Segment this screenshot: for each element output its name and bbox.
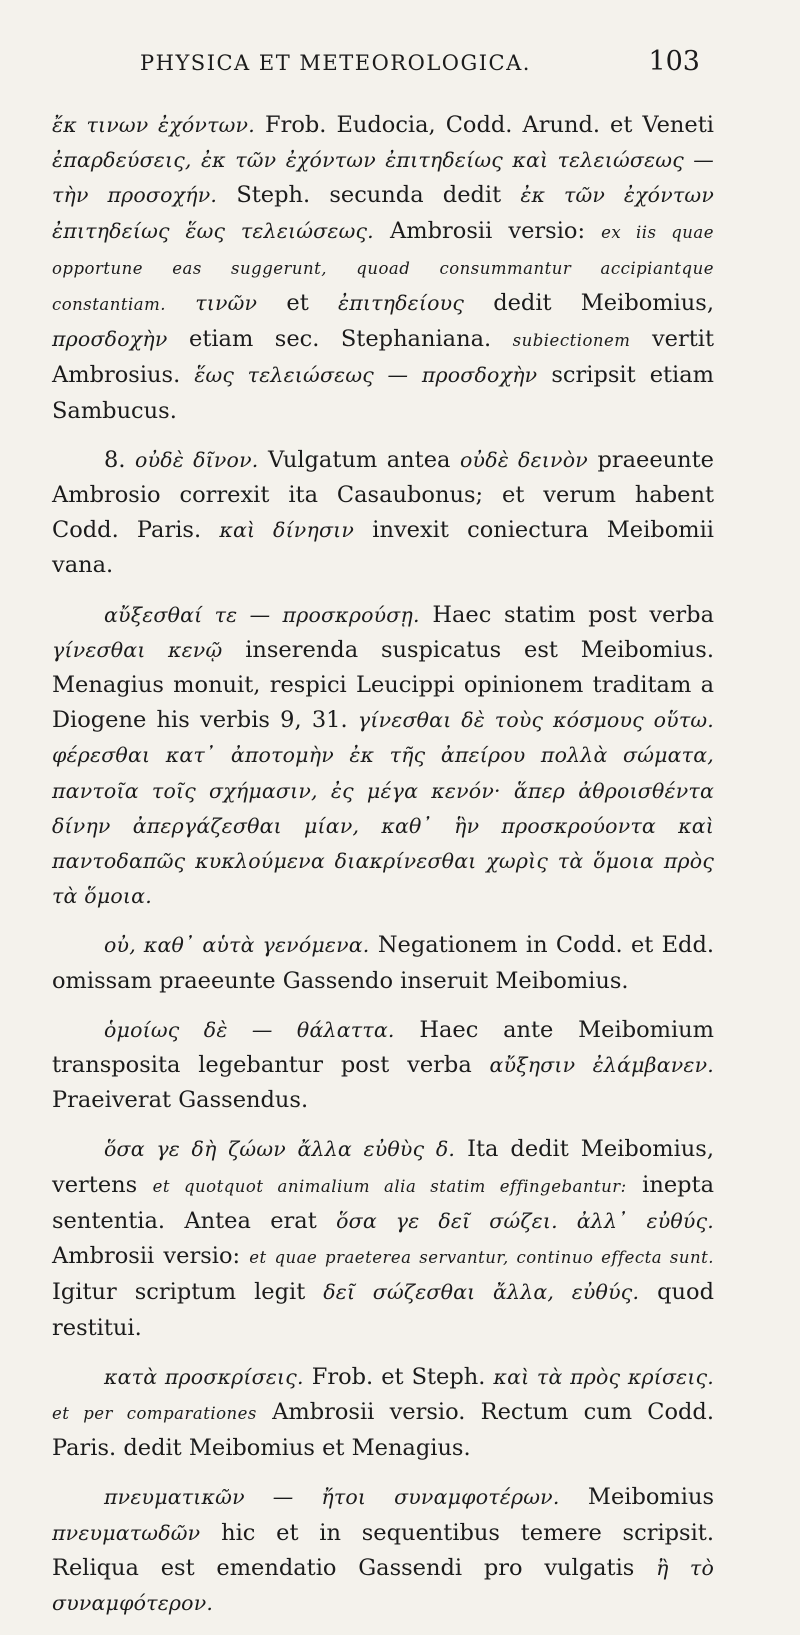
greek-text: ἐπιτηδείους [338,291,465,316]
greek-text: δεῖ σώζεσθαι ἄλλα, εὐθύς. [323,1280,640,1305]
greek-text: αὔξησιν ἐλάμβανεν. [489,1053,714,1078]
greek-text: ἢ τὸ συναμφότερον. [52,1555,714,1615]
latin-text: Frob. et Steph. [303,1363,494,1390]
latin-text: Haec statim post verba [419,601,714,628]
latin-text: inepta sententia. Antea erat [52,1171,714,1234]
latin-text: Praeiverat Gassendus. [52,1087,309,1114]
commentary-paragraph [52,928,714,998]
latin-text: Frob. Eudocia, Codd. Arund. et Veneti [254,112,714,138]
latin-text: Ambrosii versio: [373,217,602,244]
greek-text: ὁμοίως δὲ — θάλαττα. [104,1017,395,1042]
latin-text: Steph. secunda dedit [217,182,521,209]
greek-text: οὐδὲ δεινὸν [459,447,588,472]
italic-latin-text: subiectionem [512,331,631,351]
latin-text: Igitur scriptum legit [52,1279,324,1306]
greek-text: ὅσα γε δεῖ σώζει. ἀλλ᾽ εὐθύς. [336,1208,714,1233]
latin-text: Vulgatum antea [258,446,460,473]
greek-text: ἐκ τῶν ἐχόντων ἐπιτηδείως ἕως τελειώσεως. [52,183,714,243]
latin-text: 8. [104,446,136,473]
latin-text: praeeunte Ambrosio correxit ita Casaubonus; et verum habent Codd. Paris. [52,446,715,544]
latin-text: hic et in sequentibus temere scripsit. Reliqua est emendatio Gassendi pro vulgatis [52,1519,714,1581]
greek-text: αὔξεσθαί τε — προσκρούσῃ. [104,602,420,627]
latin-text: et [257,290,338,317]
latin-text: Meibomius [559,1484,714,1511]
commentary-paragraph [52,108,714,429]
greek-text: οὐδὲ δῖνον. [135,447,259,472]
latin-text [166,290,195,316]
greek-text: ἔκ τινων ἐχόντων. [52,113,255,137]
greek-text: κατὰ προσκρίσεις. [104,1364,304,1389]
greek-text: πνευματικῶν — ἤτοι συναμφοτέρων. [104,1485,560,1510]
commentary-paragraph [52,1480,714,1621]
greek-text: καὶ τὰ πρὸς κρίσεις. [493,1364,714,1389]
commentary-paragraph [52,1360,714,1467]
greek-text: γίνεσθαι δὲ τοὺς κόσμους οὕτω. φέρεσθαι κατ᾽ ἀποτομὴν ἐκ τῆς ἀπείρου πολλὰ σώματα, παντοῖα τοῖς σχήμασιν, ἐς μέγα κενόν· ἅπερ ἀθροισθέντα δίνην ἀπεργάζεσθαι μίαν, καθ᾽ ἣν προσκρούοντα καὶ παντοδαπῶς κυκλούμενα διακρίνεσθαι χωρὶς τὰ ὅμοια πρὸς τὰ ὅμοια. [52,708,714,909]
commentary-paragraph [52,598,714,915]
latin-text: Negationem in Codd. et Edd. omissam praeeunte Gassendo inseruit Meibomius. [52,932,714,994]
greek-text: γίνεσθαι κενῷ [52,637,223,662]
greek-text: ἕως τελειώσεως — προσδοχὴν [194,363,538,388]
greek-text: ἐπαρδεύσεις, ἐκ τῶν ἐχόντων ἐπιτηδείως καὶ τελειώσεως — τὴν προσοχήν. [52,148,714,208]
commentary-paragraph [52,1132,714,1345]
latin-text: dedit Meibomius, [464,290,714,317]
greek-text: καὶ δίνησιν [219,518,355,543]
latin-text: Haec ante Meibomium transposita legebantur post verba [52,1016,715,1079]
latin-text: invexit coniectura Meibomii vana. [52,517,714,579]
latin-text: Ambrosii versio: [52,1243,250,1270]
page-header [140,46,700,86]
greek-text: ὅσα γε δὴ ζώων ἄλλα εὐθὺς δ. [104,1137,456,1162]
running-head: PHYSICA ET METEOROLOGICA. [140,51,531,75]
greek-text: οὐ, καθ᾽ αὑτὰ γενόμενα. [104,933,370,958]
latin-text: quod restitui. [52,1279,714,1341]
page-number: 103 [648,46,700,77]
italic-latin-text: et per comparationes [52,1403,257,1423]
italic-latin-text: ex iis quae opportune eas suggerunt, quoad consummantur accipiantque constantiam. [52,222,714,315]
italic-latin-text: et quotquot animalium alia statim effingebantur: [152,1176,627,1196]
latin-text: Ita dedit Meibomius, vertens [52,1136,714,1198]
italic-latin-text: et quae praeterea servantur, continuo effecta sunt. [249,1248,714,1268]
commentary-paragraph [52,443,714,584]
latin-text: Ambrosii versio. Rectum cum Codd. Paris. dedit Meibomius et Menagius. [52,1398,714,1462]
latin-text: vertit Ambrosius. [52,326,715,389]
greek-text: πνευματωδῶν [52,1520,201,1545]
commentary-body [52,108,714,1635]
latin-text: etiam sec. Stephaniana. [167,326,513,353]
commentary-paragraph [52,1013,714,1119]
latin-text: inserenda suspicatus est Meibomius. Menagius monuit, respici Leucippi opinionem traditam a Diogene his verbis 9, 31. [52,636,714,734]
greek-text: προσδοχὴν [52,327,168,352]
latin-text: scripsit etiam Sambucus. [52,362,714,424]
greek-text: τινῶν [195,291,258,316]
